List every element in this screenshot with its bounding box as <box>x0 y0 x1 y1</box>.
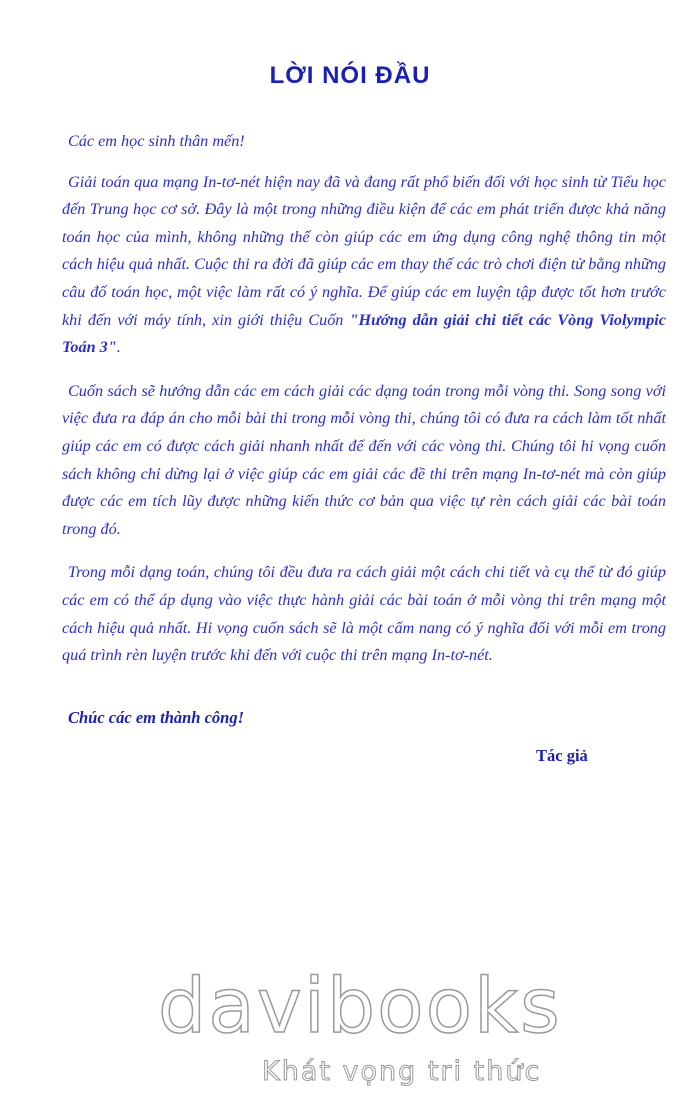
paragraph-2-text: Cuốn sách sẽ hướng dẫn các em cách giải các dạng toán trong mỗi vòng thi. Song song với việc đưa ra đáp án cho mỗi bài thi trong mỗi vòng thi, chúng tôi có đưa ra cách làm tốt nhất giúp các em có được cách giải nhanh nhất để đến với các vòng thi. Chúng tôi hi vọng cuốn sách không chỉ dừng lại ở việc giúp các em giải các đề thi trên mạng In-tơ-nét mà còn giúp được các em tích lũy được những kiến thức cơ bản qua việc tự rèn cách giải các bài toán trong đó. <box>62 381 666 538</box>
author-signature: Tác giả <box>536 746 588 765</box>
paragraph-3 <box>62 559 666 669</box>
watermark-slogan: Khát vọng tri thức <box>262 1056 542 1087</box>
watermark-brand: davibooks <box>158 961 562 1050</box>
paragraph-2 <box>62 378 666 544</box>
paragraph-3-text: Trong mỗi dạng toán, chúng tôi đều đưa ra cách giải một cách chi tiết và cụ thể từ đó giúp các em có thể áp dụng vào việc thực hành giải các bài toán ở mỗi vòng thi trên mạng một cách hiệu quả nhất. Hi vọng cuốn sách sẽ là một cẩm nang có ý nghĩa đối với mỗi em trong quá trình rèn luyện trước khi đến với cuộc thi trên mạng In-tơ-nét. <box>62 563 666 665</box>
paragraph-1-text: Giải toán qua mạng In-tơ-nét hiện nay đã và đang rất phổ biến đối với học sinh từ Tiểu học đến Trung học cơ sở. Đây là một trong những điều kiện để các em phát triển được khả năng toán học của mình, không những thế còn giúp các em ứng dụng công nghệ thông tin một cách hiệu quả nhất. Cuộc thi ra đời đã giúp các em thay thế các trò chơi điện tử bằng những câu đố toán học, một việc làm rất có ý nghĩa. Để giúp các em luyện tập được tốt hơn trước khi đến với máy tính, xin giới thiệu Cuốn <box>62 172 666 329</box>
paragraph-1-tail: . <box>116 338 121 357</box>
closing-line: Chúc các em thành công! <box>68 708 245 727</box>
document-body <box>62 128 666 670</box>
paragraph-1 <box>62 169 666 362</box>
page-title: LỜI NÓI ĐẦU <box>269 62 431 89</box>
greeting-text: Các em học sinh thân mến! <box>68 132 245 150</box>
greeting <box>62 128 666 156</box>
book-title-emphasis: "Hướng dẫn giải chi tiết các Vòng Violympic Toán 3" <box>62 310 666 357</box>
